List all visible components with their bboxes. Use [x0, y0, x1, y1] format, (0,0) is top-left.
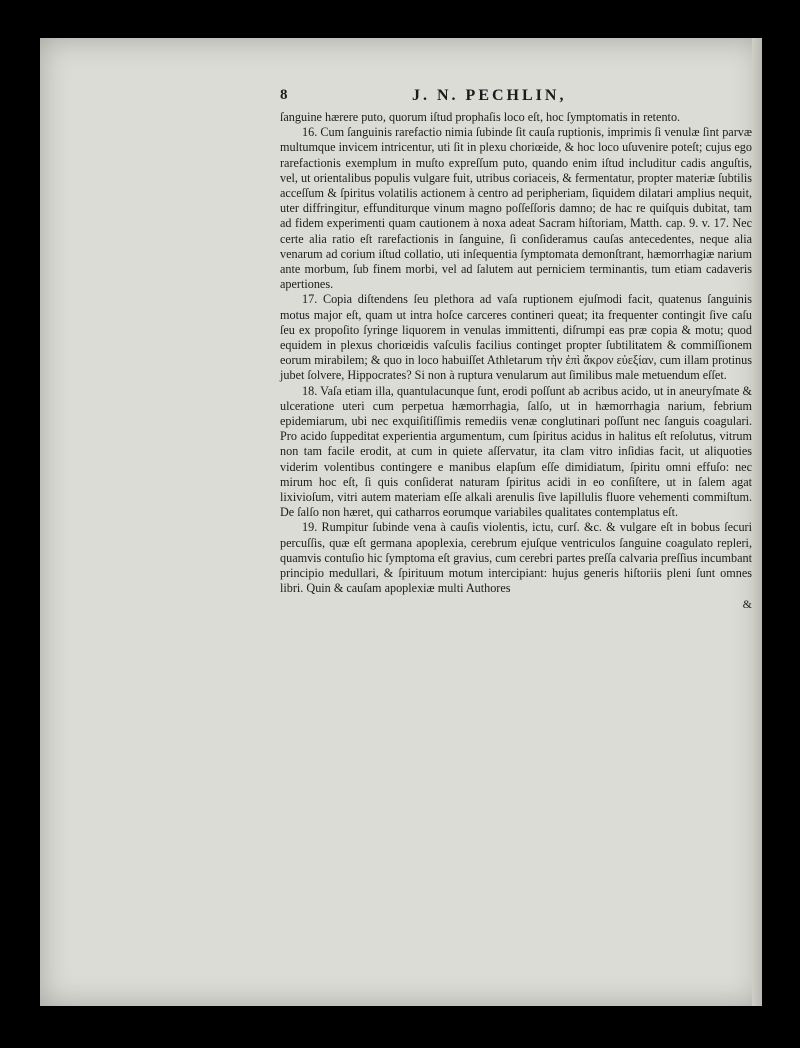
page-number: 8: [280, 87, 288, 103]
paragraph-17: 17. Copia diſtendens ſeu plethora ad vaſa ruptionem ejuſmodi facit, quatenus ſanguinis motus major eſt, quam ut intra hoſce carceres contineri queat; ita frequenter contingit ſive caſu ſeu ex propoſito ſyringe liquorem in venulas immittenti, diſrumpi eas præ copia & motu; quod equidem in plexus choriœidis vaſculis facilius continget propter ſubtilitatem & commiſſionem eorum mirabilem; & quo in loco habuiſſet Athletarum τὴν ἐπὶ ἄκρον εὐεξίαν, cum illam protinus jubet ſolvere, Hippocrates? Si non à ruptura venularum aut ſimilibus male metuendum eſſet.: [280, 292, 752, 383]
paragraph-18: 18. Vaſa etiam illa, quantulacunque ſunt, erodi poſſunt ab acribus acido, ut in aneuryſmate & ulceratione uteri cum perpetua hæmorrhagia, ſalſo, ut in hæmorrhagia narium, febrium epidemiarum, ubi nec exquiſitiſſimis remediis venæ conglutinari poſſunt nec ſanguis coagulari. Pro acido ſuppeditat experientia argumentum, cum ſpiritus acidus in halitus eſt reſolutus, vitrum non tam facile erodit, at cum in quiete aſſervatur, ita clam vitro inſidias facit, ut aliquoties viderim volentibus contingere e manibus elapſum eſſe dimidiatum, ſpiritu omni effuſo: nec mirum hoc eſt, ſi quis conſiderat naturam ſpiritus acidi in eo conſiſtere, ut in ſalem agat lixivioſum, vitri autem materiam eſſe alkali arenulis ſive lapillulis fluore vehementi commiſtum. De ſalſo non hæret, qui catharros eorumque variabiles qualitates contemplatus eſt.: [280, 383, 752, 520]
page-header: [280, 88, 752, 108]
document-page: [40, 38, 762, 1006]
running-head: J. N. PECHLIN,: [412, 87, 567, 104]
paragraph-16: 16. Cum ſanguinis rarefactio nimia ſubinde ſit cauſa ruptionis, imprimis ſi venulæ ſint parvæ multumque invicem intricentur, uti ſit in plexu choriœide, & hoc loco uſuvenire poteſt; cujus ego rarefactionis exemplum in muſto expreſſum puto, quando enim iſtud includitur cadis anguſtis, vel, ut orientalibus populis vulgare fuit, utribus coriaceis, & fermentatur, propter materiæ ſubtilis acceſſum & ſpiritus volatilis actionem à centro ad peripheriam, ſiquidem dilatari amplius nequit, uter diffringitur, effunditurque vinum magno poſſeſſoris damno; de hac re quiſquis dubitat, tam ad fidem experimenti quam cautionem à noxa adeat Sacram hiſtoriam, Matth. cap. 9. v. 17. Nec certe alia ratio eſt rarefactionis in ſanguine, ſi conſideramus cauſas antecedentes, neque alia venarum ad corium iſtud collatio, uti inſequentia ſymptomata demonſtrant, hæmorrhagiæ narium ante morbum, ſub finem morbi, vel ad ſalutem aut perniciem terminantis, tum etiam cadaveris apertiones.: [280, 125, 752, 292]
paragraph-continued: ſanguine hærere puto, quorum iſtud prophaſis loco eſt, hoc ſymptomatis in retento.: [280, 110, 681, 124]
catchword: &: [742, 596, 752, 611]
paragraph-19: 19. Rumpitur ſubinde vena à cauſis violentis, ictu, curſ. &c. & vulgare eſt in bobus ſecuri percuſſis, quæ eſt germana apoplexia, cerebrum ejuſque ventriculos ſanguine coagulato repleri, quamvis contuſio hic ſymptoma eſt gravius, cum cerebri partes preſſa calvaria preſſius incumbant principio medullari, & ſpirituum motum intercipiant: hujus generis hiſtoriis pleni ſunt omnes libri. Quin & cauſam apoplexiæ multi Authores: [280, 520, 752, 596]
text-block: [280, 88, 752, 612]
